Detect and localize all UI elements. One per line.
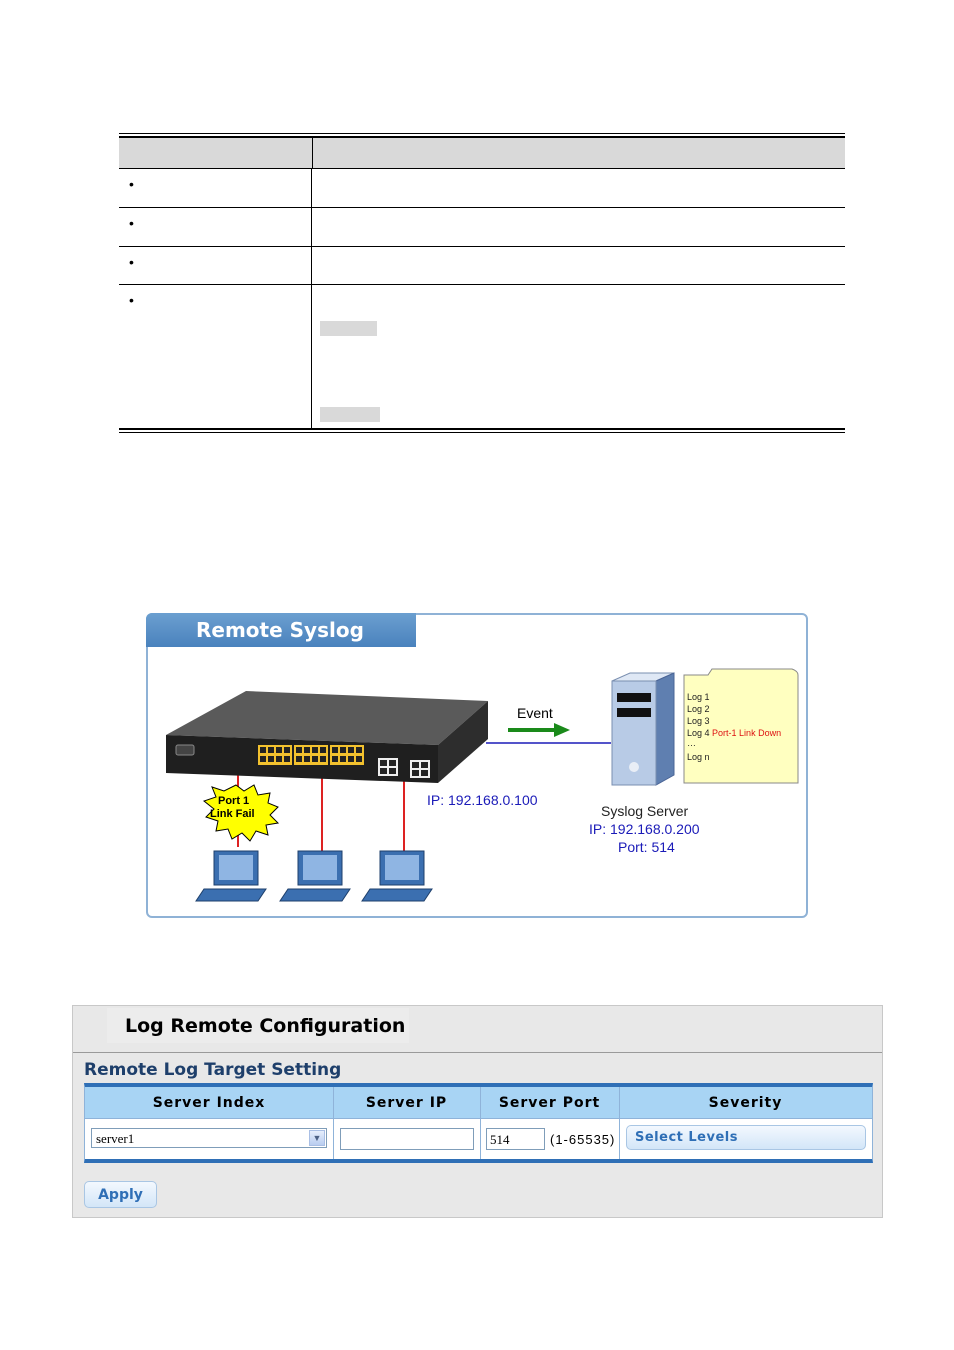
log-remote-configuration-panel [72, 1005, 883, 1218]
alert-text-line2: Link Fail [210, 808, 255, 820]
server-port-value: 514 [490, 1132, 510, 1147]
parameter-table [119, 133, 845, 433]
table-top-rule [119, 133, 845, 134]
log-entry: Log 1 [687, 692, 710, 702]
header-server-port: Server Port [498, 1095, 601, 1111]
section-title: Remote Log Target Setting [84, 1060, 342, 1080]
table-row [119, 207, 845, 246]
header-severity: Severity [708, 1095, 783, 1111]
client-computer-icon-1 [196, 851, 266, 901]
log-entry-n: Log n [687, 752, 710, 762]
log-entry: Log 3 [687, 716, 710, 726]
table-header-row [119, 138, 845, 168]
table-cell-description [312, 169, 845, 207]
server-name-label: Syslog Server [601, 803, 689, 819]
table-cell-description [312, 285, 845, 428]
bullet: • [129, 215, 134, 231]
panel-divider [73, 1052, 882, 1053]
table-bottom-rule-thin [119, 432, 845, 433]
remote-log-target-table [84, 1083, 873, 1163]
table-cell-object [119, 208, 312, 246]
table-bottom-rule [119, 428, 845, 430]
syslog-server-icon [612, 673, 674, 785]
table-cell-object [119, 285, 312, 428]
select-levels-button[interactable] [626, 1125, 866, 1150]
event-arrow-head [554, 723, 570, 737]
apply-label: Apply [98, 1187, 143, 1203]
diagram-title: Remote Syslog [196, 618, 364, 642]
server-port-input[interactable] [486, 1128, 545, 1150]
bullet: • [129, 176, 134, 192]
switch-ip-label: IP: 192.168.0.100 [427, 792, 538, 808]
log-entry-4-message: Port-1 Link Down [712, 728, 782, 738]
row-divider [85, 1118, 872, 1119]
alert-text-line1: Port 1 [218, 795, 250, 807]
bullet: • [129, 254, 134, 270]
server-port-label: Port: 514 [618, 839, 675, 855]
table-cell-object [119, 247, 312, 284]
highlight-chip [320, 321, 377, 336]
header-server-ip: Server IP [365, 1095, 448, 1111]
diagram-artwork [148, 615, 806, 916]
panel-title: Log Remote Configuration [125, 1015, 406, 1037]
log-ellipsis: … [687, 738, 696, 748]
apply-button[interactable] [84, 1181, 157, 1208]
table-row [119, 168, 845, 207]
chevron-down-icon[interactable]: ▼ [309, 1130, 325, 1146]
client-computer-icon-2 [280, 851, 350, 901]
port-range-hint: (1-65535) [550, 1132, 616, 1147]
table-row [119, 284, 845, 428]
table-row [119, 246, 845, 284]
log-entry-4 [687, 728, 781, 738]
table-cell-object [119, 169, 312, 207]
header-cell-object [119, 138, 313, 168]
server-index-select[interactable] [91, 1128, 327, 1148]
event-label: Event [517, 705, 553, 721]
log-entry: Log 2 [687, 704, 710, 714]
server-ip-input[interactable] [340, 1128, 474, 1150]
table-cell-description [312, 247, 845, 284]
select-levels-label: Select Levels [635, 1130, 738, 1145]
bullet: • [129, 292, 134, 308]
log-file-icon [684, 669, 798, 783]
switch-icon [166, 691, 488, 783]
header-server-index: Server Index [152, 1095, 266, 1111]
server-ip-label: IP: 192.168.0.200 [589, 821, 700, 837]
highlight-chip [320, 407, 380, 422]
client-computer-icon-3 [362, 851, 432, 901]
table-cell-description [312, 208, 845, 246]
log-entry-4-label: Log 4 [687, 728, 710, 738]
remote-syslog-diagram [146, 613, 808, 918]
server-index-value: server1 [96, 1131, 135, 1146]
